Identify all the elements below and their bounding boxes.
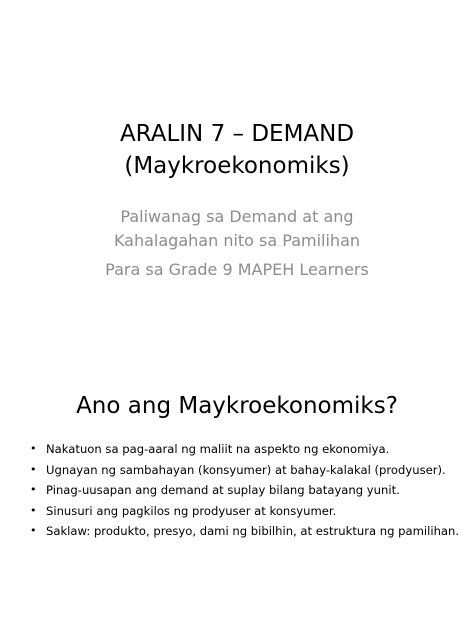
bullet-dot-icon: • [30,503,37,517]
bullet-item [30,502,460,520]
slide-1-title [0,118,474,182]
bullet-text: Sinusuri ang pagkilos ng prodyuser at konsyumer. [46,503,337,518]
bullet-dot-icon: • [30,524,37,537]
bullet-text: Pinag-uusapan ang demand at suplay bilang batayang yunit. [46,483,400,497]
bullet-item [30,481,460,499]
slide-2-title: Ano ang Maykroekonomiks? [76,393,398,419]
bullet-item [30,522,460,540]
bullet-text: Nakatuon sa pag-aaral ng maliit na aspekto ng ekonomiya. [46,442,390,456]
bullet-text: Saklaw: produkto, presyo, dami ng bibilhin, at estruktura ng pamilihan. [46,524,460,538]
subtitle-line-1: Paliwanag sa Demand at ang [120,207,354,226]
title-line-2: (Maykroekonomiks) [124,153,350,179]
bullet-list [30,440,460,543]
title-line-1: ARALIN 7 – DEMAND [119,121,355,147]
slide-2 [0,316,474,632]
bullet-dot-icon: • [30,483,37,496]
bullet-dot-icon: • [30,462,37,476]
subtitle-line-2: Kahalagahan nito sa Pamilihan [113,231,361,250]
bullet-item [30,461,460,479]
bullet-text: Ugnayan ng sambahayan (konsyumer) at bahay-kalakal (prodyuser). [46,462,446,477]
subtitle-line-3: Para sa Grade 9 MAPEH Learners [105,260,369,279]
bullet-dot-icon: • [30,442,37,455]
bullet-item [30,440,460,458]
slide-1-subtitle [0,205,474,282]
